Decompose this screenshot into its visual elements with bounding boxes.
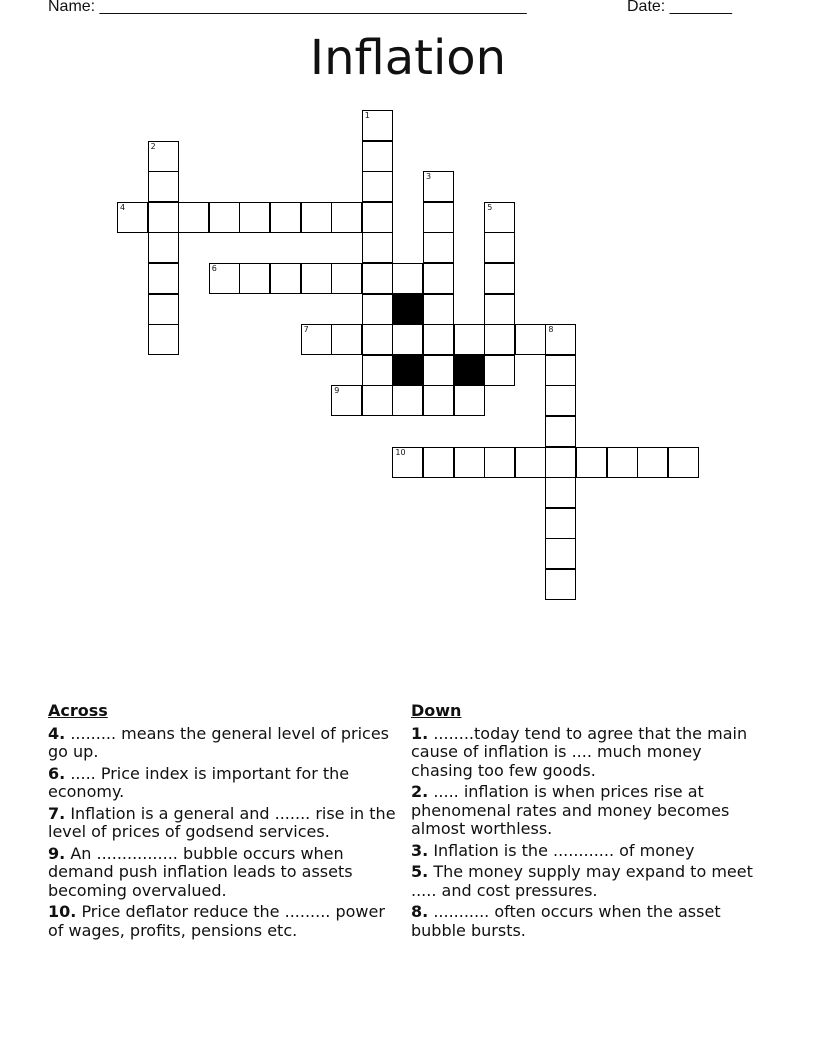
grid-cell[interactable]	[515, 324, 546, 355]
grid-cell[interactable]	[148, 263, 179, 294]
grid-cell[interactable]	[392, 324, 423, 355]
clue-number: 10.	[48, 902, 77, 921]
clue-number: 1.	[411, 723, 429, 743]
black-square	[392, 294, 423, 325]
grid-cell[interactable]	[423, 263, 454, 294]
clue-down-8	[411, 903, 756, 940]
clue-text: The money supply may expand to meet ..... and cost pressures.	[411, 862, 753, 900]
grid-cell[interactable]	[545, 508, 576, 539]
grid-cell[interactable]	[423, 232, 454, 263]
grid-cell[interactable]	[148, 232, 179, 263]
clue-number: 2.	[411, 782, 429, 801]
grid-cell[interactable]	[484, 447, 515, 478]
clue-number-label: 1	[364, 111, 370, 120]
clue-text: Inflation is the ............ of money	[433, 840, 695, 860]
grid-cell[interactable]	[301, 324, 332, 355]
grid-cell[interactable]	[362, 171, 393, 202]
clue-number: 5.	[411, 862, 429, 881]
grid-cell[interactable]	[454, 447, 485, 478]
grid-cell[interactable]	[239, 202, 270, 233]
grid-cell[interactable]	[423, 385, 454, 416]
grid-cell[interactable]	[545, 538, 576, 569]
clue-down-5	[411, 863, 756, 900]
grid-cell[interactable]	[362, 263, 393, 294]
grid-cell[interactable]	[331, 202, 362, 233]
clue-number-label: 9	[334, 386, 340, 396]
grid-cell[interactable]	[576, 447, 607, 478]
clue-number-label: 8	[548, 325, 554, 335]
clue-down-2	[411, 783, 756, 839]
clue-number-label: 2	[150, 141, 156, 151]
grid-cell[interactable]	[148, 324, 179, 355]
across-clues	[48, 702, 404, 943]
clue-text: ........... often occurs when the asset bubble bursts.	[411, 902, 721, 940]
clue-number: 4.	[48, 723, 66, 743]
grid-cell[interactable]	[331, 263, 362, 294]
clue-text: An ................ bubble occurs when demand push inflation leads to assets becoming overvalued.	[48, 843, 353, 900]
black-square	[454, 355, 485, 386]
clue-number-label: 3	[426, 172, 432, 182]
grid-cell[interactable]	[637, 447, 668, 478]
grid-cell[interactable]	[362, 110, 393, 141]
grid-cell[interactable]	[148, 141, 179, 172]
grid-cell[interactable]	[484, 355, 515, 386]
clue-text: ........today tend to agree that the main cause of inflation is .... much money chasing too few goods.	[411, 723, 748, 780]
date-field-label: Date: _______	[627, 0, 732, 15]
grid-cell[interactable]	[484, 202, 515, 233]
clue-text: ......... means the general level of prices go up.	[48, 723, 390, 761]
clue-number-label: 7	[303, 325, 309, 335]
grid-cell[interactable]	[270, 263, 301, 294]
grid-cell[interactable]	[301, 202, 332, 233]
grid-cell[interactable]	[454, 324, 485, 355]
grid-cell[interactable]	[423, 202, 454, 233]
grid-cell[interactable]	[148, 171, 179, 202]
grid-cell[interactable]	[362, 141, 393, 172]
grid-cell[interactable]	[545, 324, 576, 355]
down-heading: Down	[411, 701, 462, 720]
grid-cell[interactable]	[148, 294, 179, 325]
grid-cell[interactable]	[362, 232, 393, 263]
clue-down-1	[411, 725, 756, 781]
clue-number-label: 5	[487, 202, 493, 212]
grid-cell[interactable]	[423, 447, 454, 478]
down-clues	[411, 702, 756, 943]
clue-text: Price deflator reduce the ......... power of wages, profits, pensions etc.	[48, 902, 385, 940]
clue-number-label: 10	[395, 447, 406, 457]
grid-cell[interactable]	[545, 477, 576, 508]
clue-number-label: 6	[211, 264, 217, 273]
grid-cell[interactable]	[484, 324, 515, 355]
grid-cell[interactable]	[362, 355, 393, 386]
black-square	[392, 355, 423, 386]
grid-cell[interactable]	[668, 447, 699, 478]
grid-cell[interactable]	[331, 385, 362, 416]
grid-cell[interactable]	[484, 294, 515, 325]
grid-cell[interactable]	[270, 202, 301, 233]
grid-cell[interactable]	[239, 263, 270, 294]
grid-cell[interactable]	[423, 324, 454, 355]
grid-cell[interactable]	[117, 202, 148, 233]
clue-across-10	[48, 903, 404, 940]
clue-text: ..... Price index is important for the economy.	[48, 763, 350, 801]
grid-cell[interactable]	[423, 294, 454, 325]
grid-cell[interactable]	[423, 171, 454, 202]
grid-cell[interactable]	[545, 447, 576, 478]
clue-across-6	[48, 765, 404, 802]
across-heading: Across	[48, 701, 108, 720]
grid-cell[interactable]	[515, 447, 546, 478]
clue-number: 8.	[411, 902, 429, 921]
clue-number-label: 4	[120, 202, 126, 212]
clue-across-7	[48, 805, 404, 842]
grid-cell[interactable]	[454, 385, 485, 416]
name-field-label: Name: ________________________________________________	[48, 0, 527, 15]
clue-number: 3.	[411, 840, 429, 860]
grid-cell[interactable]	[484, 263, 515, 294]
clue-number: 9.	[48, 843, 66, 863]
grid-cell[interactable]	[607, 447, 638, 478]
grid-cell[interactable]	[484, 232, 515, 263]
clue-text: Inflation is a general and ....... rise in the level of prices of godsend services.	[48, 803, 396, 841]
grid-cell[interactable]	[545, 385, 576, 416]
grid-cell[interactable]	[545, 569, 576, 600]
grid-cell[interactable]	[301, 263, 332, 294]
grid-cell[interactable]	[362, 202, 393, 233]
grid-cell[interactable]	[545, 416, 576, 447]
clue-text: ..... inflation is when prices rise at phenomenal rates and money becomes almost worthless.	[411, 782, 730, 838]
grid-cell[interactable]	[362, 324, 393, 355]
clue-number: 7.	[48, 803, 66, 823]
clue-down-3	[411, 842, 756, 861]
clue-number: 6.	[48, 763, 66, 783]
grid-cell[interactable]	[423, 355, 454, 386]
clue-across-9	[48, 845, 404, 901]
grid-cell[interactable]	[178, 202, 209, 233]
grid-cell[interactable]	[362, 294, 393, 325]
clue-across-4	[48, 725, 404, 762]
grid-cell[interactable]	[362, 385, 393, 416]
grid-cell[interactable]	[331, 324, 362, 355]
grid-cell[interactable]	[392, 385, 423, 416]
grid-cell[interactable]	[148, 202, 179, 233]
page-title: Inflation	[309, 30, 507, 86]
grid-cell[interactable]	[392, 263, 423, 294]
grid-cell[interactable]	[209, 202, 240, 233]
grid-cell[interactable]	[209, 263, 240, 294]
grid-cell[interactable]	[392, 447, 423, 478]
grid-cell[interactable]	[545, 355, 576, 386]
